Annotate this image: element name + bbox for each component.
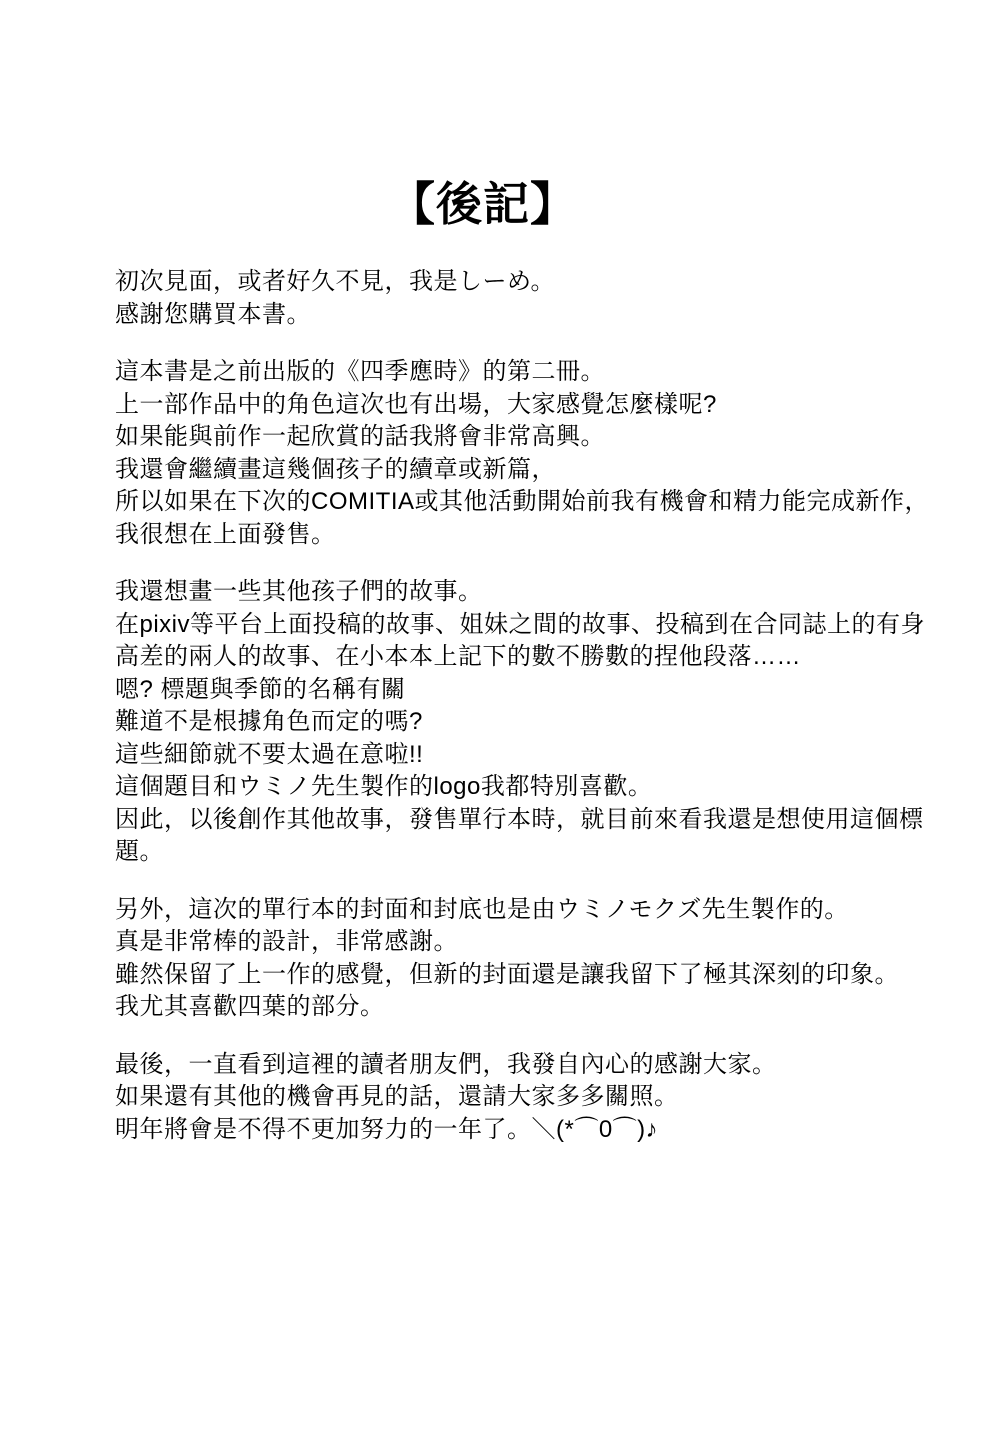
paragraph	[115, 266, 1000, 331]
text-line: 我尤其喜歡四葉的部分。	[115, 993, 385, 1020]
text-line: 我還會繼續畫這幾個孩子的續章或新篇，	[115, 455, 556, 483]
text-line: 因此，以後創作其他故事，發售單行本時，就目前來看我還是想使用這個標	[115, 805, 924, 833]
text-line: 題。	[115, 838, 164, 865]
text-line: 嗯? 標題與季節的名稱有關	[115, 675, 406, 703]
text-line: 雖然保留了上一作的感覺，但新的封面還是讓我留下了極其深刻的印象。	[115, 960, 899, 988]
text-line: 如果能與前作一起欣賞的話我將會非常高興。	[115, 423, 605, 450]
paragraph	[115, 576, 1000, 869]
paragraph	[115, 356, 1000, 551]
paragraph	[115, 1049, 1000, 1147]
text-line: 我很想在上面發售。	[115, 520, 336, 548]
text-line: 如果還有其他的機會再見的話，還請大家多多關照。	[115, 1083, 679, 1110]
paragraph	[115, 894, 1000, 1024]
text-line: 難道不是根據角色而定的嗎?	[115, 708, 423, 735]
text-line: 另外，這次的單行本的封面和封底也是由ウミノモクズ先生製作的。	[115, 895, 849, 923]
page-title: 【後記】	[389, 178, 577, 230]
text-line: 這些細節就不要太過在意啦!!	[115, 740, 424, 768]
text-line: 我還想畫一些其他孩子們的故事。	[115, 578, 483, 605]
text-line: 初次見面，或者好久不見，我是しーめ。	[115, 268, 556, 295]
text-line: 真是非常棒的設計，非常感謝。	[115, 928, 458, 955]
text-line: 最後，一直看到這裡的讀者朋友們，我發自內心的感謝大家。	[115, 1050, 777, 1078]
text-line: 在pixiv等平台上面投稿的故事、姐妹之間的故事、投稿到在合同誌上的有身	[115, 610, 926, 638]
text-line: 明年將會是不得不更加努力的一年了。＼(*⌒0⌒)♪	[115, 1115, 659, 1143]
text-line: 這個題目和ウミノ先生製作的logo我都特別喜歡。	[115, 773, 653, 800]
text-line: 高差的兩人的故事、在小本本上記下的數不勝數的捏他段落……	[115, 643, 801, 670]
text-line: 這本書是之前出版的《四季應時》的第二冊。	[115, 358, 605, 385]
text-line: 上一部作品中的角色這次也有出場，大家感覺怎麼樣呢?	[115, 390, 717, 418]
text-line: 感謝您購買本書。	[115, 300, 311, 328]
afterword-content	[0, 227, 1000, 1146]
text-line: 所以如果在下次的COMITIA或其他活動開始前我有機會和精力能完成新作，	[115, 488, 929, 515]
